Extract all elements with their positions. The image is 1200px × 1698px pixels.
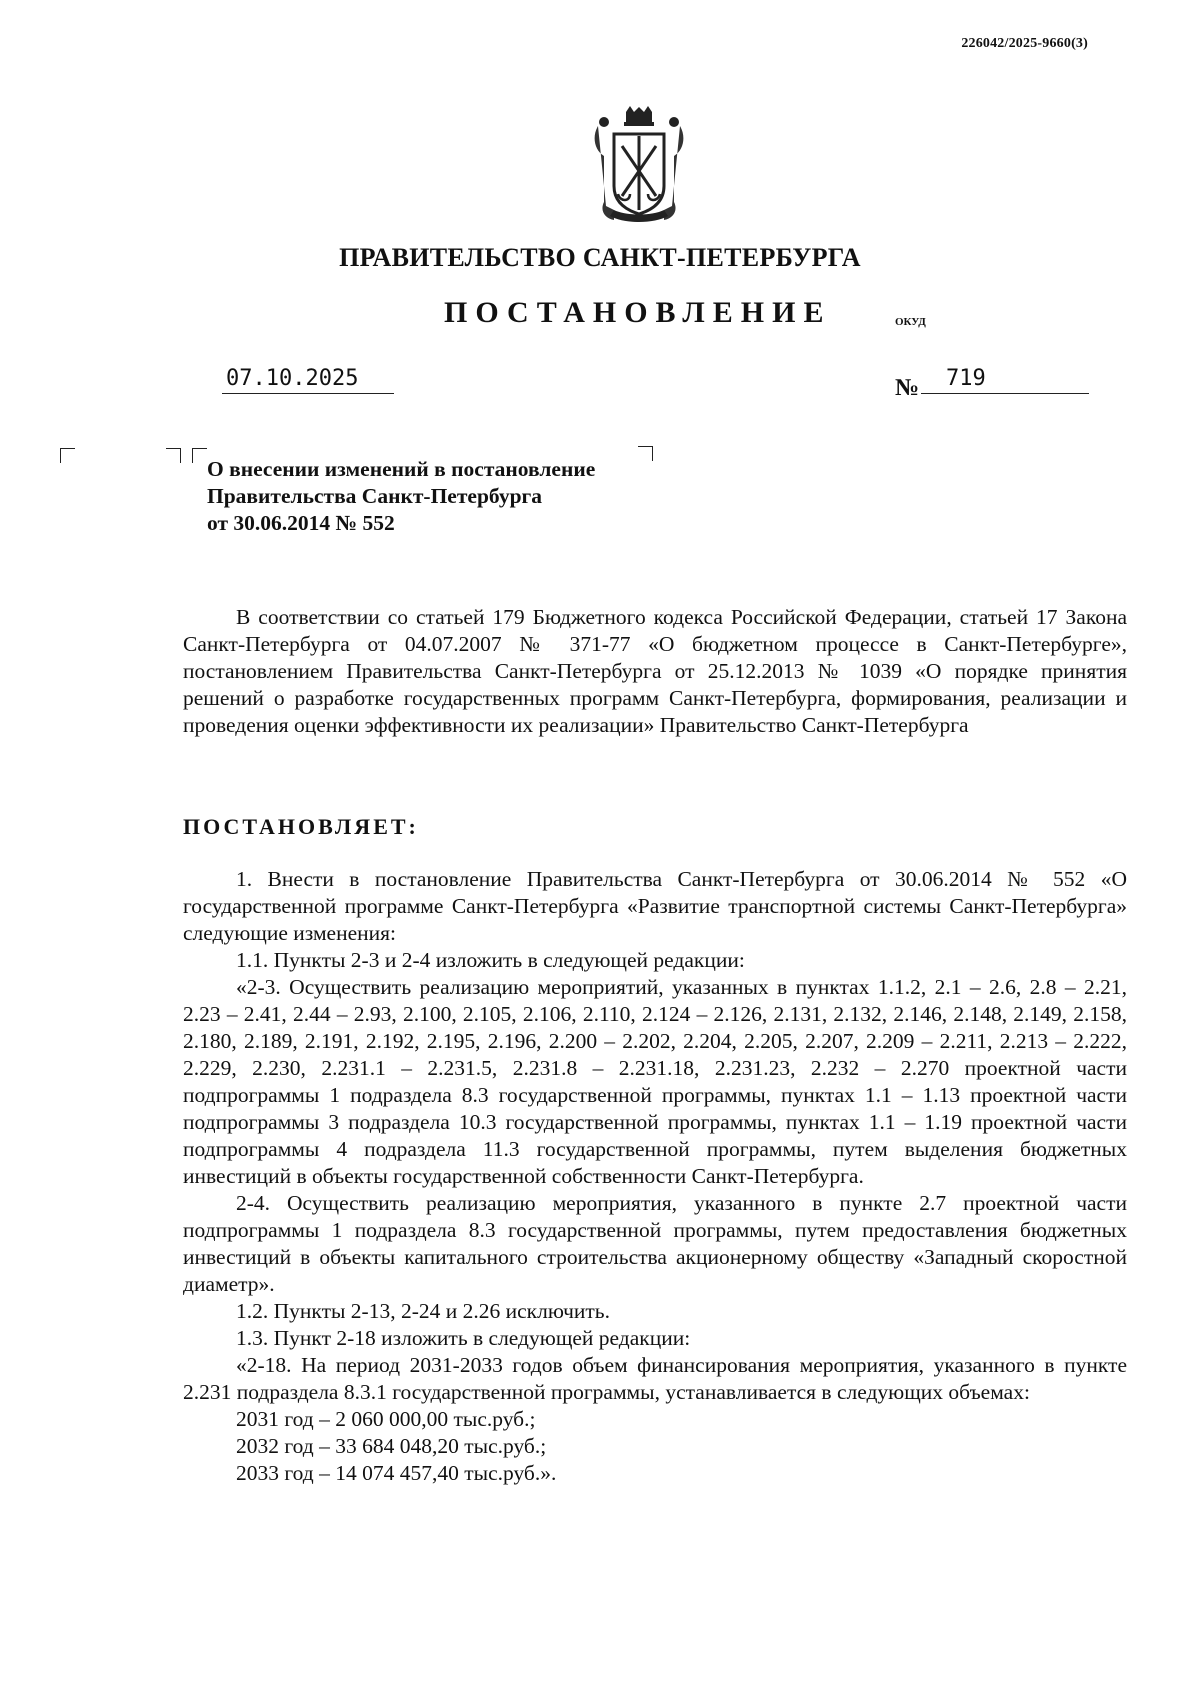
number-sign: №: [895, 375, 920, 401]
body-paragraph: 2-4. Осуществить реализацию мероприятия, указанного в пункте 2.7 проектной части подпрограммы 1 подраздела 8.3 государственной программы, путем предоставления бюджетных инвестиций в объекты капитального строительства акционерному обществу «Западный скоростной диаметр».: [183, 1191, 1127, 1296]
body-paragraph: 1.3. Пункт 2-18 изложить в следующей редакции:: [236, 1326, 691, 1350]
document-id: 226042/2025-9660(3): [961, 36, 1088, 51]
body-paragraph: «2-3. Осуществить реализацию мероприятий, указанных в пунктах 1.1.2, 2.1 – 2.6, 2.8 – 2.21, 2.23 – 2.41, 2.44 – 2.93, 2.100, 2.105, 2.106, 2.110, 2.124 – 2.126, 2.131, 2.132, 2.146, 2.148, 2.149, 2.158, 2.180, 2.189, 2.191, 2.192, 2.195, 2.196, 2.200 – 2.202, 2.204, 2.205, 2.207, 2.209 – 2.211, 2.213 – 2.222, 2.229, 2.230, 2.231.1 – 2.231.5, 2.231.8 – 2.231.18, 2.231.23, 2.232 – 2.270 проектной части подпрограммы 1 подраздела 8.3 государственной программы, пунктах 1.1 – 1.13 проектной части подпрограммы 3 подраздела 10.3 государственной программы, пунктах 1.1 – 1.19 проектной части подпрограммы 4 подраздела 11.3 государственной программы, путем выделения бюджетных инвестиций в объекты государственной собственности Санкт-Петербурга.: [183, 975, 1127, 1188]
corner-mark-subject-start: [192, 448, 207, 463]
corner-mark-subject-left: [166, 448, 181, 463]
organization-title: ПРАВИТЕЛЬСТВО САНКТ-ПЕТЕРБУРГА: [339, 243, 861, 272]
document-subject: [207, 456, 595, 537]
funding-amount-line: 2031 год – 2 060 000,00 тыс.руб.;: [236, 1407, 536, 1431]
document-type-title: ПОСТАНОВЛЕНИЕ: [444, 296, 832, 329]
preamble-block: [183, 604, 1127, 739]
subject-line: О внесении изменений в постановление: [207, 457, 596, 481]
body-paragraph: 1. Внести в постановление Правительства Санкт-Петербурга от 30.06.2014 № 552 «О государственной программе Санкт-Петербурга «Развитие транспортной системы Санкт-Петербурга» следующие изменения:: [183, 867, 1127, 945]
corner-mark-top-left: [60, 448, 75, 463]
funding-amount-line: 2033 год – 14 074 457,40 тыс.руб.».: [236, 1461, 557, 1485]
document-date: 07.10.2025: [222, 366, 394, 394]
subject-line: Правительства Санкт-Петербурга: [207, 484, 543, 508]
subject-line: от 30.06.2014 № 552: [207, 511, 395, 535]
decree-heading: ПОСТАНОВЛЯЕТ:: [183, 814, 419, 839]
decree-body: [183, 866, 1127, 1487]
body-paragraph: 1.1. Пункты 2-3 и 2-4 изложить в следующей редакции:: [236, 948, 745, 972]
body-paragraph: 1.2. Пункты 2-13, 2-24 и 2.26 исключить.: [236, 1299, 610, 1323]
corner-mark-subject-end: [638, 446, 653, 461]
body-paragraph: «2-18. На период 2031-2033 годов объем финансирования мероприятия, указанного в пункте 2.231 подраздела 8.3.1 государственной программы, устанавливается в следующих объемах:: [183, 1353, 1127, 1404]
document-number: 719: [921, 366, 1089, 394]
funding-amount-line: 2032 год – 33 684 048,20 тыс.руб.;: [236, 1434, 547, 1458]
okud-label: ОКУД: [895, 316, 926, 328]
saint-petersburg-coat-of-arms-icon: [590, 106, 688, 226]
preamble-text: В соответствии со статьей 179 Бюджетного кодекса Российской Федерации, статьей 17 Закона Санкт-Петербурга от 04.07.2007 № 371-77 «О бюджетном процессе в Санкт-Петербурге», постановлением Правительства Санкт-Петербурга от 25.12.2013 № 1039 «О порядке принятия решений о разработке государственных программ Санкт-Петербурга, формирования, реализации и проведения оценки эффективности их реализации» Правительство Санкт-Петербурга: [183, 605, 1127, 737]
